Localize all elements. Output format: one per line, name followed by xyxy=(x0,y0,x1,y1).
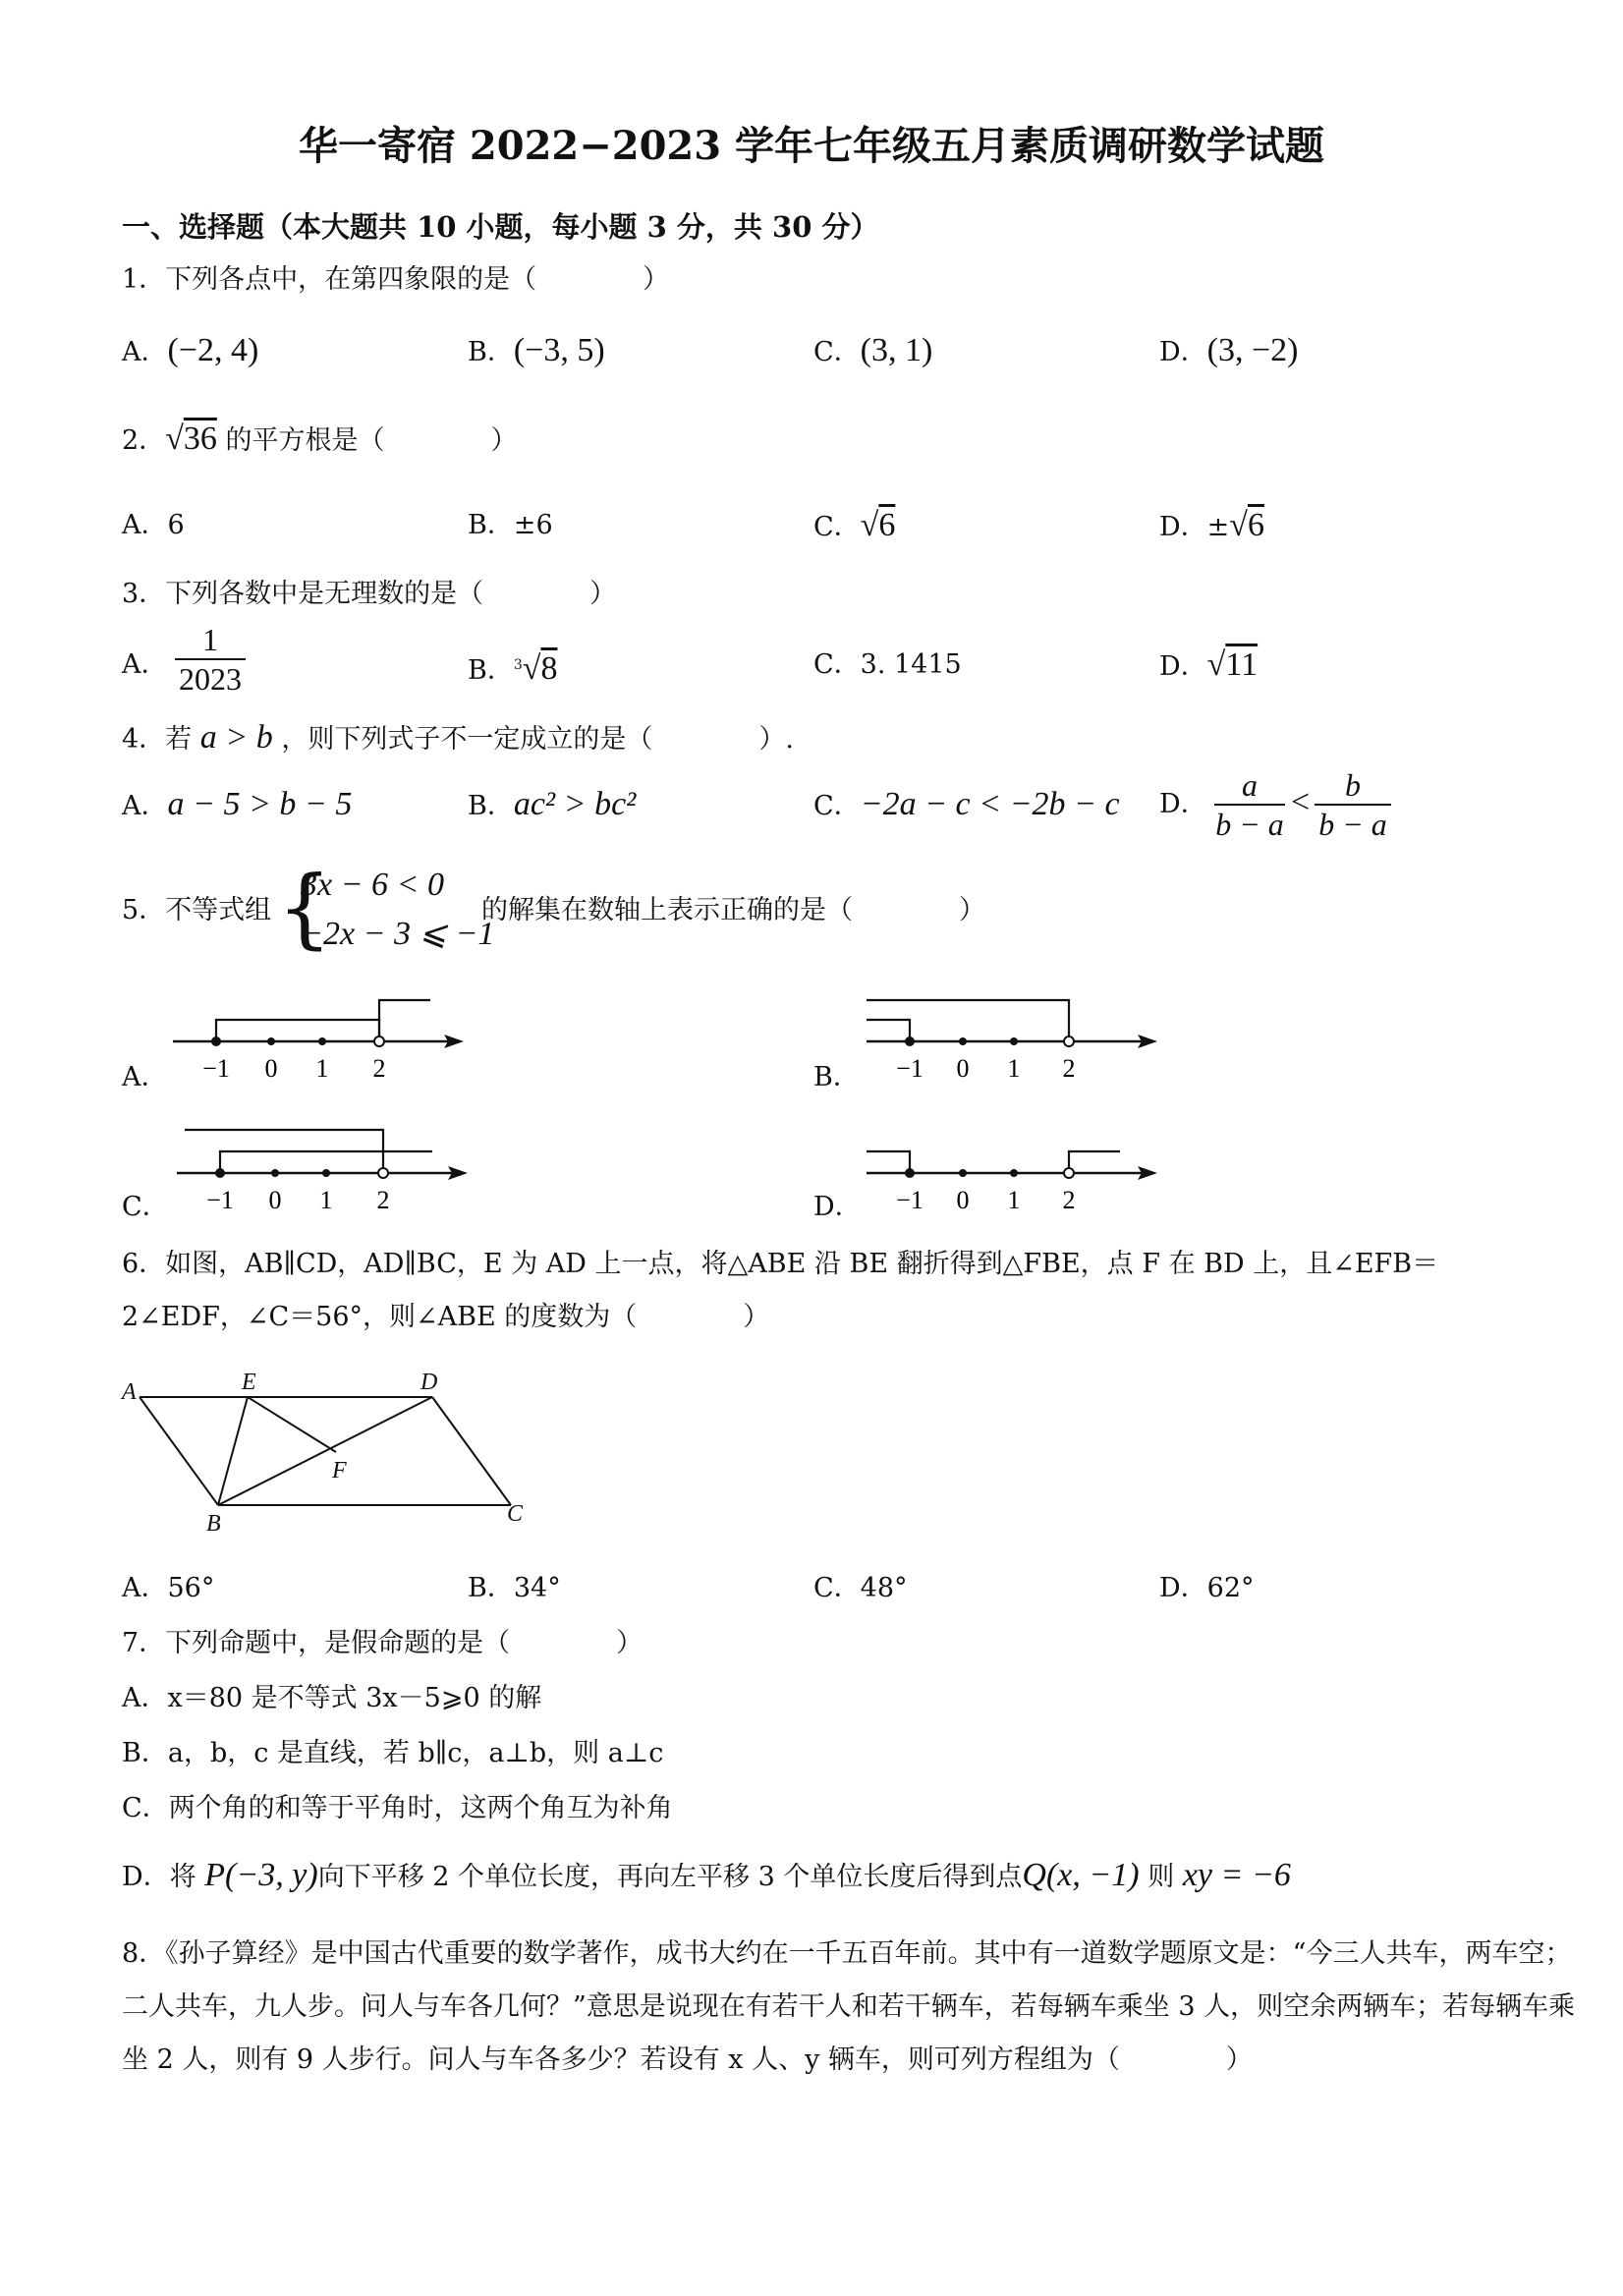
tick-label: 1 xyxy=(1007,1186,1021,1214)
q4-option-b: B．ac² > bc² xyxy=(468,786,637,822)
q7-option-c: C．两个角的和等于平角时，这两个角互为补角 xyxy=(122,1793,673,1823)
tick-label: 2 xyxy=(1062,1054,1076,1083)
tick-label: 2 xyxy=(372,1054,386,1083)
q4-d-fraction-right: b b − a xyxy=(1315,766,1391,843)
q6-option-b: B．34° xyxy=(468,1573,561,1603)
sqrt-symbol: √ xyxy=(165,420,184,457)
q1-option-b: B．(−3, 5) xyxy=(468,332,605,368)
tick-label: 0 xyxy=(268,1186,282,1214)
q5-option-b-label: B． xyxy=(813,1062,860,1092)
q5-stem-start: 5．不等式组 xyxy=(122,895,272,925)
q3-option-c: C．3. 1415 xyxy=(813,649,962,680)
label-C: C xyxy=(507,1501,524,1527)
tick-label: 2 xyxy=(1062,1186,1076,1214)
q7-stem: 7．下列命题中，是假命题的是（ ） xyxy=(122,1628,644,1658)
q7-option-a: A．x＝80 是不等式 3x－5⩾0 的解 xyxy=(122,1683,542,1713)
q3-stem: 3．下列各数中是无理数的是（ ） xyxy=(122,579,617,609)
q6-option-a: A．56° xyxy=(122,1573,215,1603)
q2-option-a: A．6 xyxy=(122,510,185,540)
q5-equation-2: −2x − 3 ⩽ −1 xyxy=(301,916,495,952)
parallelogram-figure xyxy=(118,1368,540,1544)
q2-option-b: B．±6 xyxy=(468,510,553,540)
q6-stem-line1: 6．如图，AB∥CD，AD∥BC，E 为 AD 上一点，将△ABE 沿 BE 翻折得到△FBE，点 F 在 BD 上，且∠EFB＝ xyxy=(122,1249,1439,1279)
number-line-a xyxy=(173,992,468,1081)
q2-option-d: D．±√6 xyxy=(1159,507,1264,543)
q7-option-d: D．将 P(−3, y)向下平移 2 个单位长度，再向左平移 3 个单位长度后得到点Q(x, −1) 则 xy = −6 xyxy=(122,1857,1291,1893)
tick-label: −1 xyxy=(202,1054,230,1083)
q1-option-c: C．(3, 1) xyxy=(813,332,933,368)
q1-stem: 1．下列各点中，在第四象限的是（ ） xyxy=(122,264,670,295)
q4-d-fraction-left: a b − a xyxy=(1215,767,1284,842)
q5-stem-end: 的解集在数轴上表示正确的是（ ） xyxy=(481,895,985,925)
tick-label: 0 xyxy=(956,1054,970,1083)
q8-text: 8．《孙子算经》是中国古代重要的数学著作，成书大约在一千五百年前。其中有一道数学题原文是：“今三人共车，两车空；二人共车，九人步。问人与车各几何？”意思是说现在有若干人和若干辆车，若每辆车乘坐 3 人，则空余两辆车；若每辆车乘坐 2 人，则有 9 人步行。问人与车各多少？若设有 x 人、y 辆车，则可列方程组为（ ） xyxy=(122,1938,1576,2075)
tick-label: 1 xyxy=(315,1054,329,1083)
label-B: B xyxy=(206,1511,221,1537)
q6-option-d: D．62° xyxy=(1159,1573,1255,1603)
q4-option-c: C．−2a − c < −2b − c xyxy=(813,786,1120,822)
q6-stem-line2: 2∠EDF，∠C＝56°，则∠ABE 的度数为（ ） xyxy=(122,1302,770,1332)
q1-option-d: D．(3, −2) xyxy=(1159,332,1299,368)
tick-label: 1 xyxy=(1007,1054,1021,1083)
q3-option-d: D．√11 xyxy=(1159,646,1259,683)
q5-option-c-label: C． xyxy=(122,1192,169,1222)
number-line-d xyxy=(867,1122,1161,1214)
tick-label: −1 xyxy=(896,1054,923,1083)
label-A: A xyxy=(122,1379,137,1405)
tick-label: −1 xyxy=(896,1186,923,1214)
tick-label: 2 xyxy=(376,1186,390,1214)
q2-stem: 2．√36 的平方根是（ ） xyxy=(122,420,518,457)
q2-option-c: C．√6 xyxy=(813,507,896,543)
section-heading: 一、选择题（本大题共 10 小题，每小题 3 分，共 30 分） xyxy=(122,210,879,244)
q5-equation-1: 3x − 6 < 0 xyxy=(301,867,444,903)
label-F: F xyxy=(332,1458,347,1484)
q7-option-b: B．a，b，c 是直线，若 b∥c，a⊥b，则 a⊥c xyxy=(122,1738,664,1768)
tick-label: −1 xyxy=(206,1186,234,1214)
q4-stem: 4．若 a > b ，则下列式子不一定成立的是（ ）. xyxy=(122,719,794,756)
q4-option-a: A．a − 5 > b − 5 xyxy=(122,786,353,822)
number-line-b xyxy=(867,992,1161,1081)
q5-option-a-label: A． xyxy=(122,1062,168,1092)
q3-option-a-label: A． xyxy=(122,649,168,680)
label-E: E xyxy=(242,1370,256,1395)
exam-title: 华一寄宿 2022−2023 学年七年级五月素质调研数学试题 xyxy=(298,123,1325,169)
q6-option-c: C．48° xyxy=(813,1573,908,1603)
q5-option-d-label: D． xyxy=(813,1192,862,1222)
tick-label: 0 xyxy=(264,1054,278,1083)
q4-d-less-than: < xyxy=(1291,784,1311,820)
number-line-c xyxy=(177,1122,472,1214)
q4-option-d-label: D． xyxy=(1159,789,1207,819)
q1-option-a: A．(−2, 4) xyxy=(122,332,259,368)
q3-option-a-fraction: 1 2023 xyxy=(175,621,246,698)
label-D: D xyxy=(420,1370,438,1395)
tick-label: 1 xyxy=(319,1186,333,1214)
tick-label: 0 xyxy=(956,1186,970,1214)
q3-option-b: B．$^3$√8 xyxy=(468,650,558,687)
system-brace: { xyxy=(277,857,332,958)
